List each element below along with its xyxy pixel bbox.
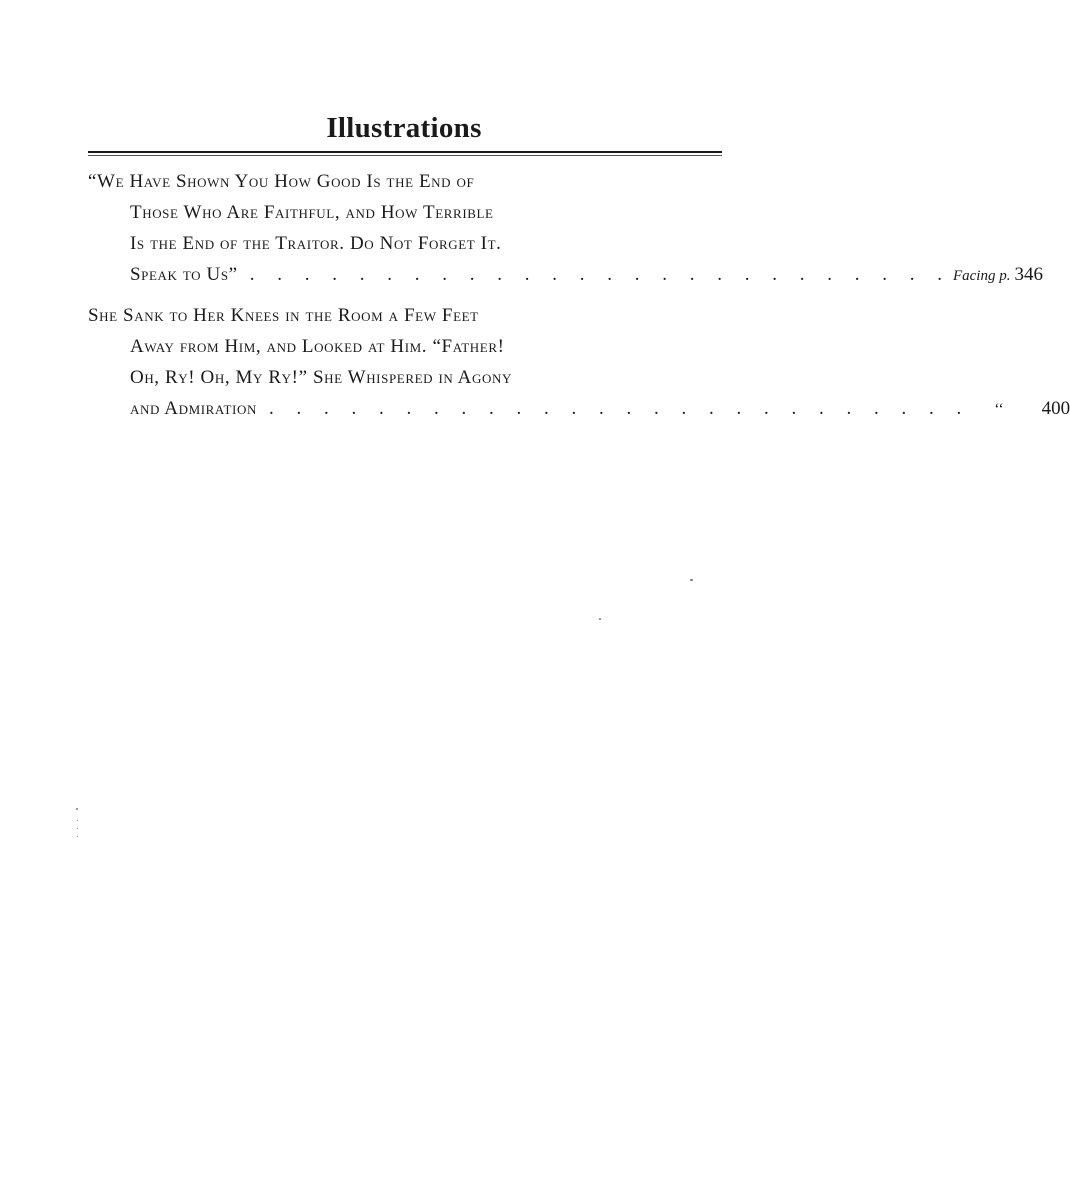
scan-speck	[77, 820, 78, 821]
entry-caption-last-line	[88, 393, 1070, 424]
title-rule-thin	[88, 155, 722, 156]
entry-caption-line: Oh, Ry! Oh, My Ry!” She Whispered in Agony	[130, 367, 512, 388]
scan-speck	[77, 836, 78, 837]
page-number: 346	[1014, 264, 1043, 285]
entry-caption-line: “We Have Shown You How Good Is the End of	[88, 171, 475, 192]
entry-caption-text: Speak to Us”	[130, 264, 238, 285]
page-title: Illustrations	[326, 112, 482, 144]
illustration-entry	[88, 166, 1043, 290]
entry-caption-line: Away from Him, and Looked at Him. “Father!	[130, 336, 505, 357]
entry-caption-text: and Admiration	[130, 398, 257, 419]
dot-leader: . . . . . . . . . . . . . . . . . . . . . . . . . .	[268, 398, 971, 419]
entry-caption-line: Is the End of the Traitor. Do Not Forget It.	[130, 233, 502, 254]
entry-caption-line: Those Who Are Faithful, and How Terrible	[130, 202, 494, 223]
entry-caption-last-line	[88, 259, 1043, 290]
scan-speck	[690, 579, 693, 581]
illustration-entry	[88, 300, 1070, 424]
dot-leader: . . . . . . . . . . . . . . . . . . . . . . . . . .	[249, 264, 951, 285]
ditto-mark: ‘‘	[994, 401, 1004, 418]
scan-speck	[599, 618, 601, 620]
scan-speck	[77, 828, 78, 829]
scan-speck	[76, 808, 78, 810]
page-number: 400	[1041, 398, 1070, 419]
facing-page-label: Facing p.	[952, 268, 1011, 284]
title-rule	[88, 151, 722, 153]
entry-caption-line: She Sank to Her Knees in the Room a Few Feet	[88, 305, 479, 326]
